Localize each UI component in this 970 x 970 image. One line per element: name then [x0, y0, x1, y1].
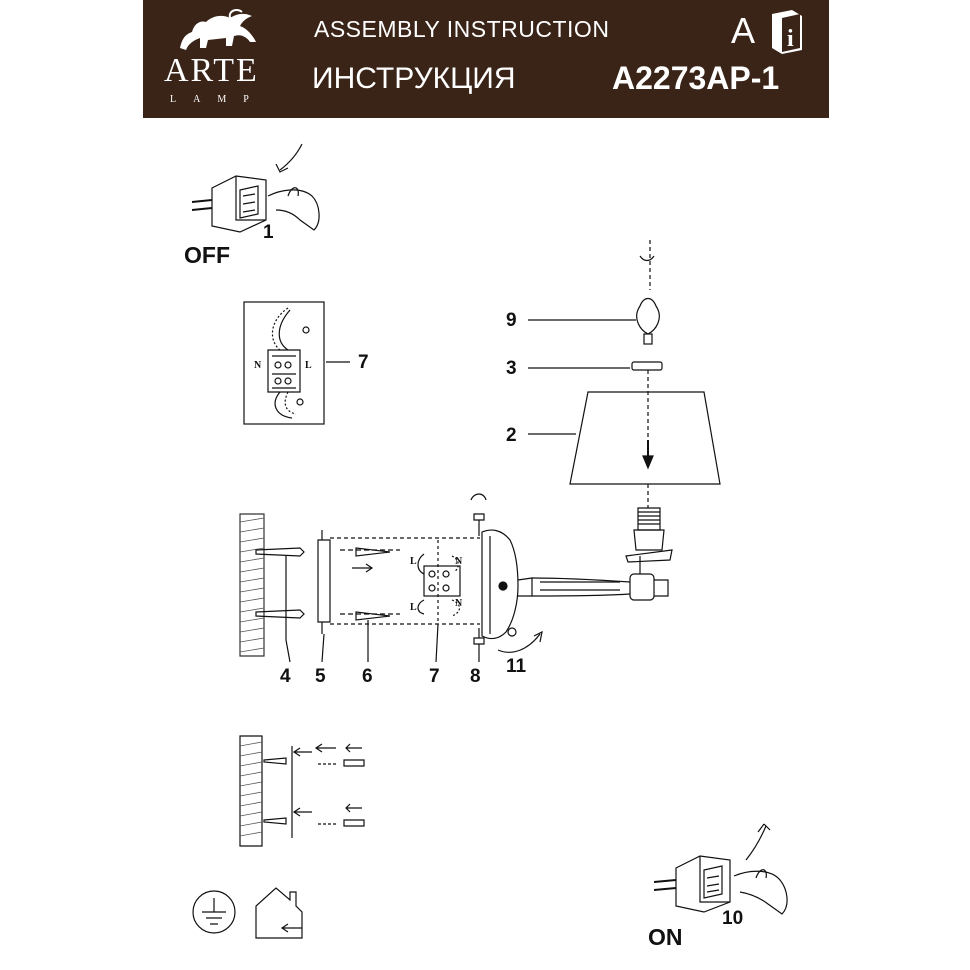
- part-7-inset-label: 7: [358, 352, 369, 373]
- part-3-label: 3: [506, 358, 517, 379]
- shade-ring-illustration: [528, 362, 662, 370]
- switch-off-illustration: [192, 144, 319, 232]
- bulb-illustration: [528, 240, 659, 344]
- step-10-label: 10: [722, 908, 744, 929]
- wire-label-neutral-top: N: [455, 556, 463, 567]
- part-6-label: 6: [362, 666, 373, 687]
- title-english: ASSEMBLY INSTRUCTION: [314, 16, 610, 42]
- brand-logo-subtext: LAMP: [170, 94, 266, 105]
- wire-label-neutral-bottom: N: [455, 598, 463, 609]
- title-russian: ИНСТРУКЦИЯ: [312, 62, 516, 95]
- ground-symbol-icon: [193, 891, 235, 933]
- wire-label-live-top: L: [410, 556, 417, 567]
- step-1-label: 1: [263, 222, 274, 243]
- language-letter: A: [731, 10, 756, 51]
- dowel-detail: [240, 736, 364, 846]
- part-4-label: 4: [280, 666, 291, 687]
- rotation-arrow: [498, 628, 542, 652]
- step-off-label: OFF: [184, 242, 230, 268]
- house-icon: [256, 888, 302, 938]
- switch-on-illustration: [654, 824, 787, 914]
- part-2-label: 2: [506, 425, 517, 446]
- brand-logo-text: ARTE: [164, 52, 259, 89]
- wire-label-live-inset: L: [305, 360, 312, 371]
- book-info-letter: i: [787, 26, 794, 52]
- model-number: A2273AP-1: [612, 60, 780, 96]
- wire-label-neutral-inset: N: [254, 360, 262, 371]
- part-9-label: 9: [506, 310, 517, 331]
- part-8-label: 8: [470, 666, 481, 687]
- wall-section: [240, 514, 264, 656]
- mounting-plate: [318, 530, 330, 662]
- lamp-shade-illustration: [528, 370, 720, 484]
- part-11-label: 11: [506, 656, 527, 677]
- terminal-block: [418, 540, 463, 662]
- down-arrow-head: [643, 456, 653, 468]
- wire-label-live-bottom: L: [410, 602, 417, 613]
- wall-dowels: [256, 548, 304, 662]
- wall-bracket-arm: [482, 484, 672, 639]
- part-5-label: 5: [315, 666, 326, 687]
- step-on-label: ON: [648, 924, 683, 950]
- part-7-label: 7: [429, 666, 440, 687]
